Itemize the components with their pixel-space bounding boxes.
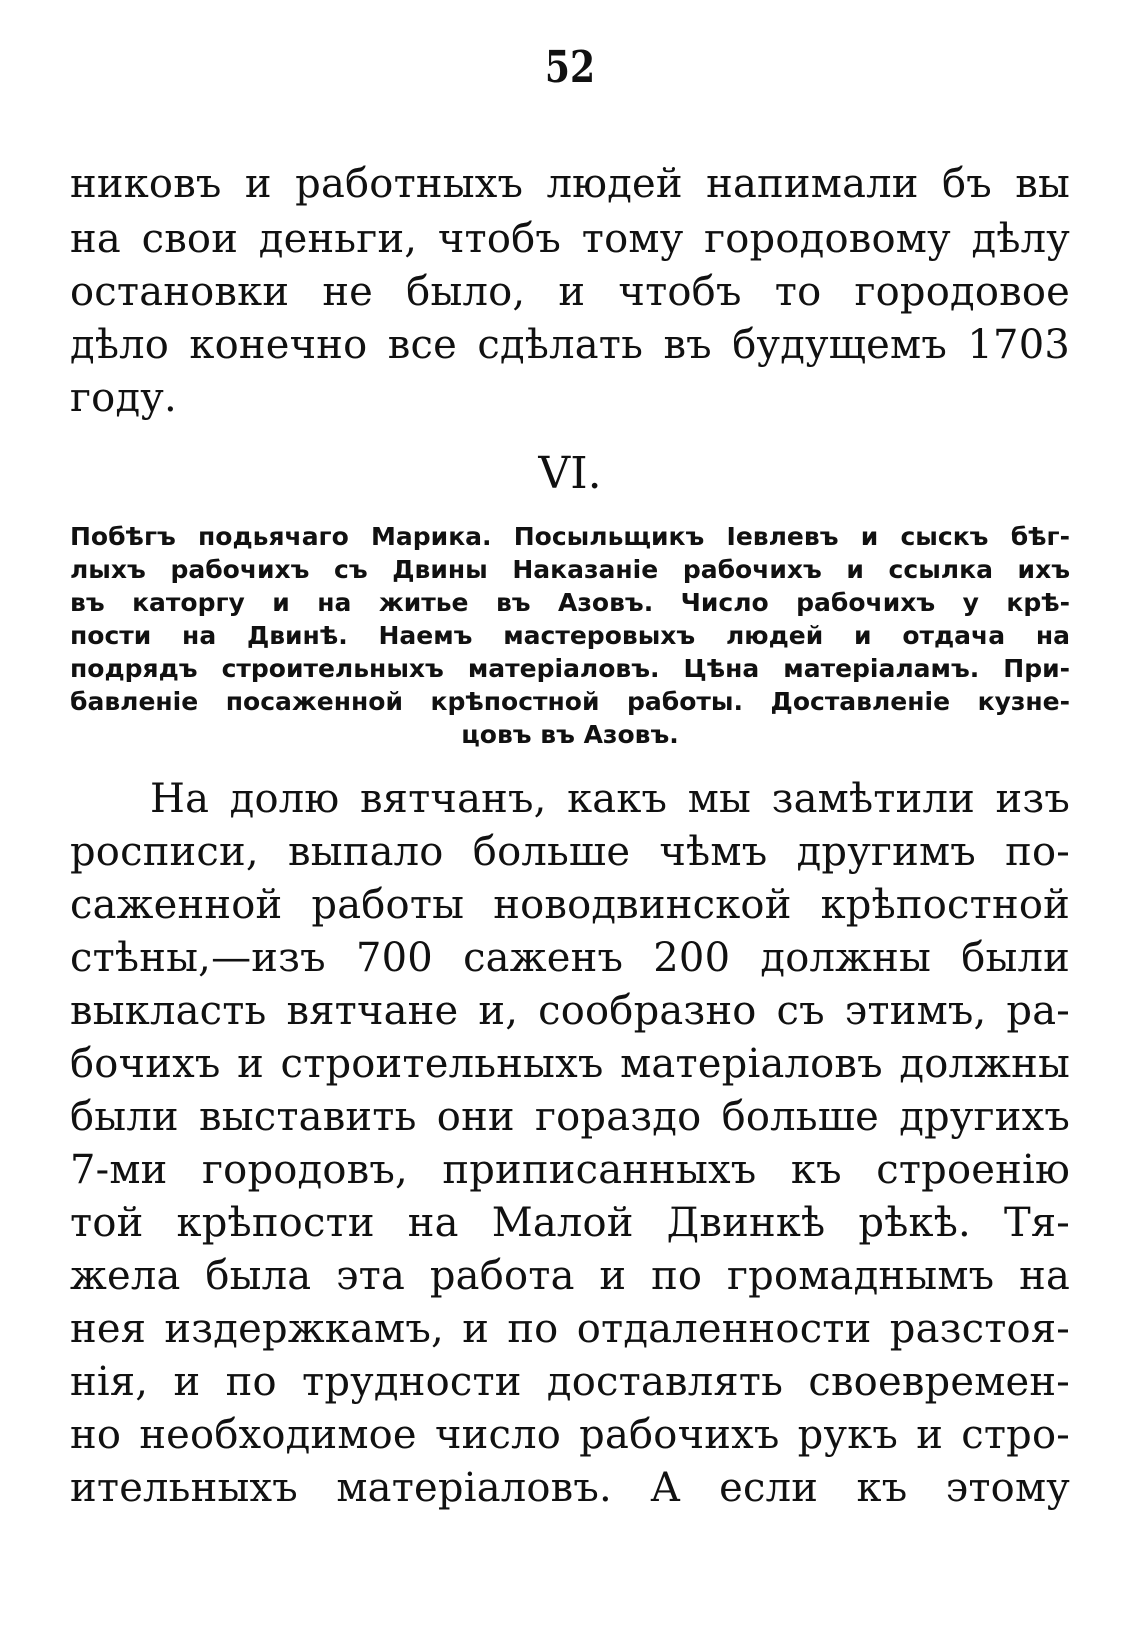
section-summary-line: бавленіе посаженной крѣпостной работы. Доставленіе кузне-: [70, 687, 1070, 716]
intro-line: на свои деньги, чтобъ тому городовому дѣлу: [70, 216, 1070, 262]
intro-line: никовъ и работныхъ людей напимали бъ вы: [70, 161, 1070, 207]
body-line: 7-ми городовъ, приписанныхъ къ строенію: [70, 1147, 1070, 1193]
section-summary-line: цовъ въ Азовъ.: [461, 720, 679, 749]
body-line: жела была эта работа и по громаднымъ на: [70, 1253, 1070, 1299]
section-summary-line: Побѣгъ подьячаго Марика. Посыльщикъ Іевлевъ и сыскъ бѣг-: [70, 522, 1070, 551]
body-line: но необходимое число рабочихъ рукъ и стро-: [70, 1412, 1070, 1458]
body-line: На долю вятчанъ, какъ мы замѣтили изъ: [150, 776, 1070, 822]
body-line: бочихъ и строительныхъ матеріаловъ должны: [70, 1041, 1070, 1087]
body-line: ительныхъ матеріаловъ. А если къ этому: [70, 1465, 1070, 1511]
section-summary-line: лыхъ рабочихъ съ Двины Наказаніе рабочихъ и ссылка ихъ: [70, 555, 1070, 584]
body-line: нія, и по трудности доставлять своевремен-: [70, 1359, 1070, 1405]
page-number: 52: [544, 42, 596, 93]
body-line: стѣны,—изъ 700 саженъ 200 должны были: [70, 935, 1070, 981]
body-line: той крѣпости на Малой Двинкѣ рѣкѣ. Тя-: [70, 1200, 1070, 1246]
intro-line: дѣло конечно все сдѣлать въ будущемъ 1703: [70, 322, 1070, 368]
section-number: VI.: [538, 448, 602, 499]
section-summary-line: пости на Двинѣ. Наемъ мастеровыхъ людей и отдача на: [70, 621, 1070, 650]
body-line: росписи, выпало больше чѣмъ другимъ по-: [70, 829, 1070, 875]
body-line: выкласть вятчане и, сообразно съ этимъ, ра-: [70, 988, 1070, 1034]
body-line: нея издержкамъ, и по отдаленности разстоя-: [70, 1306, 1070, 1352]
body-line: были выставить они гораздо больше другихъ: [70, 1094, 1070, 1140]
section-summary-line: подрядъ строительныхъ матеріаловъ. Цѣна матеріаламъ. При-: [70, 654, 1070, 683]
section-summary-line: въ каторгу и на житье въ Азовъ. Число рабочихъ у крѣ-: [70, 588, 1070, 617]
intro-line: году.: [70, 375, 177, 421]
intro-line: остановки не было, и чтобъ то городовое: [70, 269, 1070, 315]
body-line: саженной работы новодвинской крѣпостной: [70, 882, 1070, 928]
